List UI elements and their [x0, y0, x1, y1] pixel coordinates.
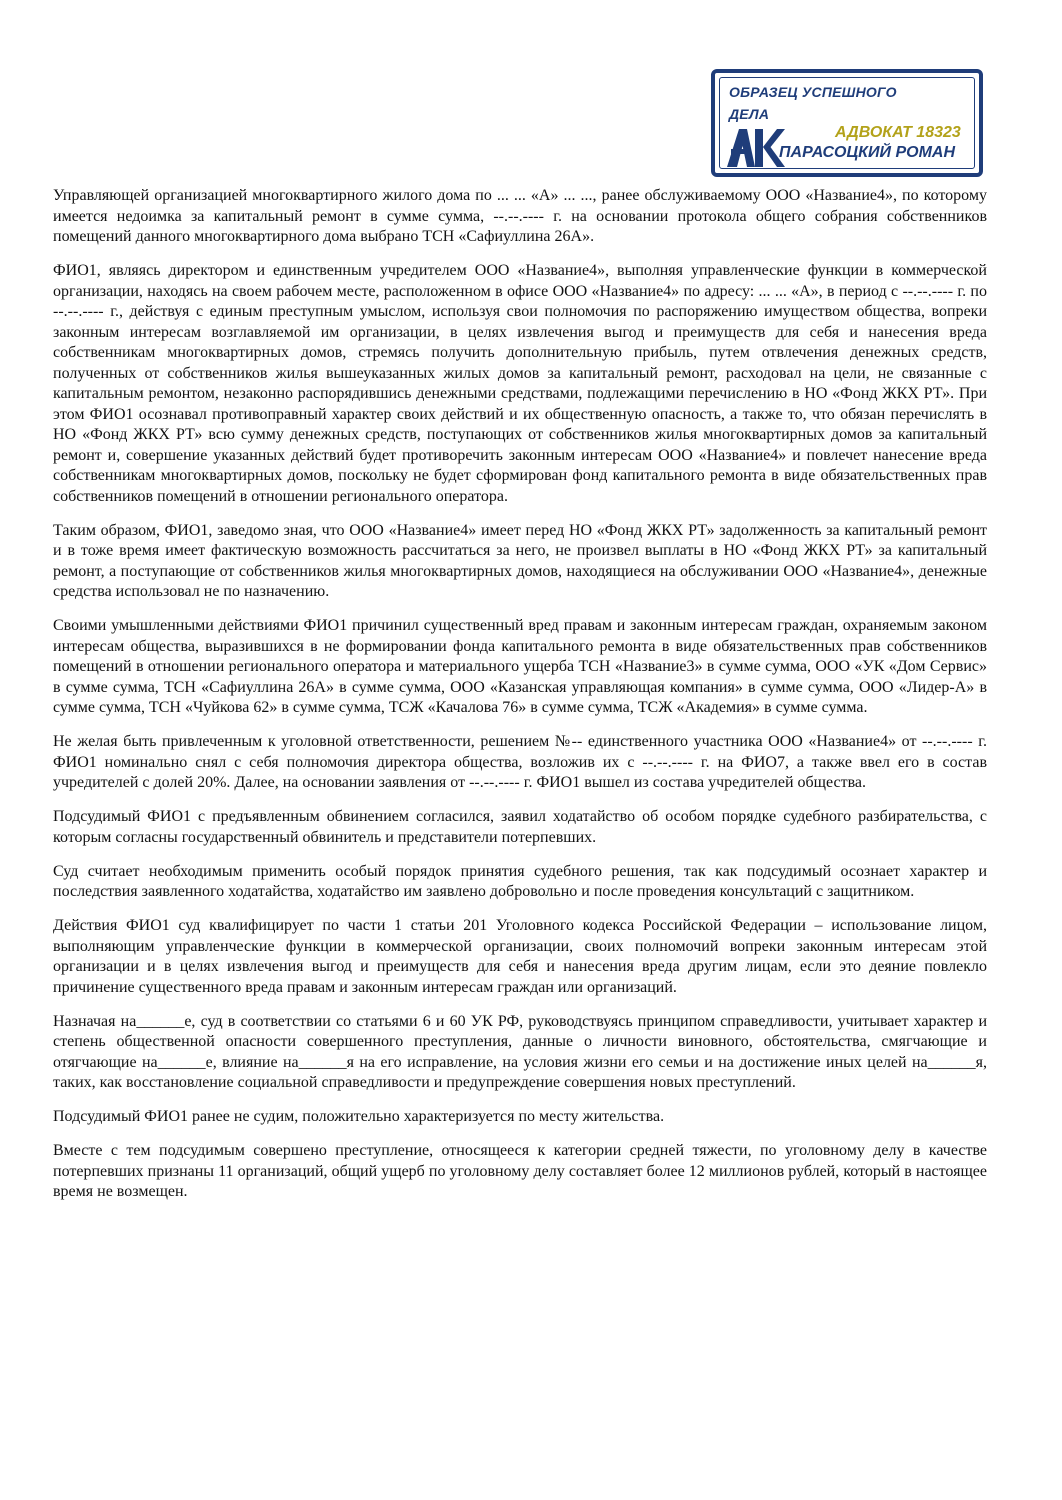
- advocate-logo-icon: [725, 123, 785, 169]
- stamp-heading: ОБРАЗЕЦ УСПЕШНОГО ДЕЛА: [729, 84, 897, 122]
- paragraph: Управляющей организацией многоквартирного жилого дома по ... ... «А» ... ..., ранее обслуживаемому ООО «Название4», по которому имеется недоимка за капитальный ремонт в сумме сумма, --.--.---- г. на основании протокола общего собрания собственников помещений данного многоквартирного дома выбрано ТСН «Сафиуллина 26А».: [53, 187, 987, 245]
- paragraph: Действия ФИО1 суд квалифицирует по части 1 статьи 201 Уголовного кодекса Российской Федерации – использование лицом, выполняющим управленческие функции в коммерческой организации, своих полномочий вопреки законным интересам этой организации и в целях извлечения выгод и преимуществ для себя и нанесения вреда другим лицам, если это деяние повлекло причинение существенного вреда правам и законным интересам граждан или организаций.: [53, 917, 987, 996]
- paragraph: Не желая быть привлеченным к уголовной ответственности, решением №-- единственного участника ООО «Название4» от --.--.---- г. ФИО1 номинально снял с себя полномочия директора общества, возложив их с --.--.---- г. на ФИО7, а также ввел его в состав учредителей с долей 20%. Далее, на основании заявления от --.--.---- г. ФИО1 вышел из состава учредителей общества.: [53, 733, 987, 791]
- paragraph: Подсудимый ФИО1 с предъявленным обвинением согласился, заявил ходатайство об особом порядке судебного разбирательства, с которым согласны государственный обвинитель и представители потерпевших.: [53, 808, 987, 846]
- lawyer-stamp: [711, 69, 983, 177]
- paragraph: Своими умышленными действиями ФИО1 причинил существенный вред правам и законным интересам граждан, охраняемым законом интересам общества, выразившихся в не формировании фонда капитального ремонта в виде обязательственных прав собственников помещений в отношении регионального оператора и материального ущерба ТСН «Название3» в сумме сумма, ООО «УК «Дом Сервис» в сумме сумма, ТСН «Сафиуллина 26А» в сумме сумма, ООО «Казанская управляющая компания» в сумме сумма, ООО «Лидер-А» в сумме сумма, ТСН «Чуйкова 62» в сумме сумма, ТСЖ «Качалова 76» в сумме сумма, ТСЖ «Академия» в сумме сумма.: [53, 617, 987, 716]
- paragraph: Вместе с тем подсудимым совершено преступление, относящееся к категории средней тяжести, по уголовному делу в качестве потерпевших признаны 11 организаций, общий ущерб по уголовному делу составляет более 12 миллионов рублей, который в настоящее время не возмещен.: [53, 1142, 987, 1200]
- paragraph: Таким образом, ФИО1, заведомо зная, что ООО «Название4» имеет перед НО «Фонд ЖКХ РТ» задолженность за капитальный ремонт и в тоже время имеет фактическую возможность рассчитаться за него, не произвел выплаты в НО «Фонд ЖКХ РТ» за капитальный ремонт, а поступающие от собственников жилья многоквартирных домов, находящиеся на обслуживании ООО «Название4», денежные средства использовал не по назначению.: [53, 521, 987, 600]
- paragraph: Назначая на______е, суд в соответствии со статьями 6 и 60 УК РФ, руководствуясь принципом справедливости, учитывает характер и степень общественной опасности совершенного преступления, данные о личности виновного, обстоятельства, смягчающие и отягчающие на______е, влияние на______я на его исправление, на условия жизни его семьи и на достижение иных целей на______я, таких, как восстановление социальной справедливости и предупреждение совершения новых преступлений.: [53, 1012, 987, 1091]
- stamp-advocate-name: ПАРАСОЦКИЙ РОМАН: [779, 144, 955, 161]
- stamp-advocate-number: АДВОКАТ 18323: [835, 124, 961, 141]
- paragraph: ФИО1, являясь директором и единственным учредителем ООО «Название4», выполняя управленческие функции в коммерческой организации, находясь на своем рабочем месте, расположенном в офисе ООО «Название4» по адресу: ... ... «А», в период с --.--.---- г. по --.--.---- г., действуя с единым преступным умыслом, используя свои полномочия по распоряжению имуществом общества, вопреки законным интересам возглавляемой им организации, в целях извлечения выгод и преимуществ для себя и нанесения вреда собственникам многоквартирных домов, стремясь получить дополнительную прибыль, путем отвлечения денежных средств, полученных от собственников жилья вышеуказанных жилых домов за капитальный ремонт, расходовал на цели, не связанные с капитальным ремонтом, незаконно распорядившись денежными средствами, подлежащими перечислению в НО «Фонд ЖКХ РТ». При этом ФИО1 осознавал противоправный характер своих действий и их общественную опасность, а также то, что обязан перечислять в НО «Фонд ЖКХ РТ» всю сумму денежных средств, поступающих от собственников жилья многоквартирных домов за капитальный ремонт и, совершение указанных действий будет противоречить законным интересам ООО «Название4» и повлечет нанесение вреда собственникам многоквартирных домов, поскольку не будет сформирован фонд капитального ремонта в виде обязательственных прав собственников помещений в отношении регионального оператора.: [53, 262, 987, 505]
- paragraph: Суд считает необходимым применить особый порядок принятия судебного решения, так как подсудимый осознает характер и последствия заявленного ходатайства, ходатайство им заявлено добровольно и после проведения консультаций с защитником.: [53, 862, 987, 900]
- document-body: [53, 186, 987, 1216]
- paragraph: Подсудимый ФИО1 ранее не судим, положительно характеризуется по месту жительства.: [53, 1108, 665, 1125]
